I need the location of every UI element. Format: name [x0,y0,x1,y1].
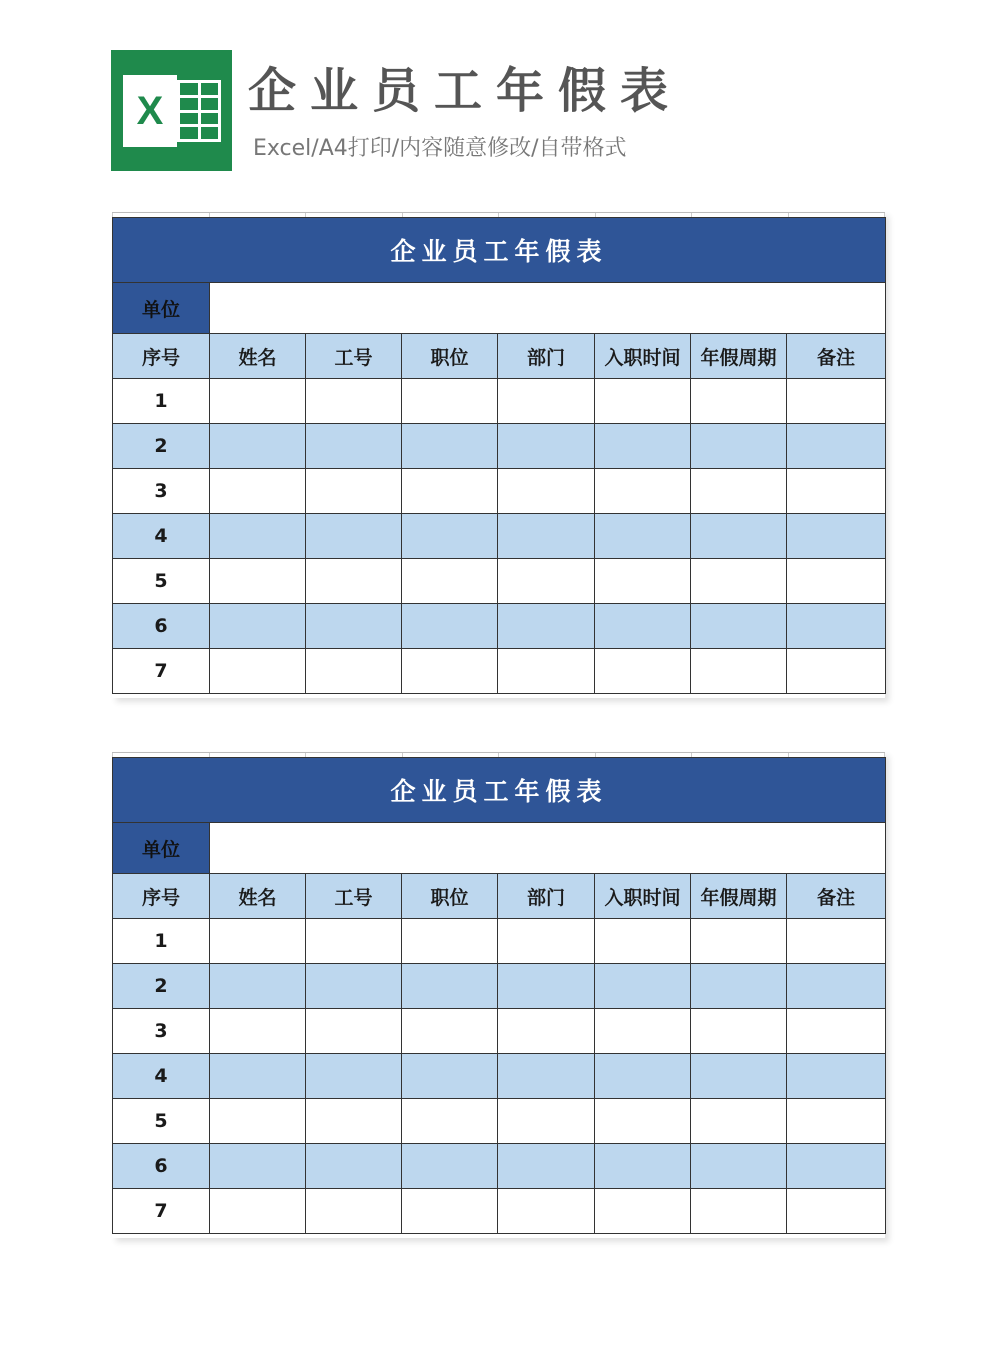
table-row [113,1054,886,1099]
table-row [113,919,886,964]
col-header-employee-id: 工号 [306,334,402,379]
data-cell[interactable] [498,649,595,694]
col-header-leave-period: 年假周期 [691,874,787,919]
col-header-position: 职位 [402,334,498,379]
data-cell[interactable] [402,1009,498,1054]
data-cell[interactable] [210,649,306,694]
data-cell[interactable] [402,1144,498,1189]
data-cell[interactable] [691,604,787,649]
data-cell[interactable] [402,559,498,604]
data-cell[interactable] [498,1189,595,1234]
col-header-employee-id: 工号 [306,874,402,919]
data-cell[interactable] [595,469,691,514]
row-index: 7 [113,649,210,694]
table-title: 企业员工年假表 [113,758,886,823]
data-cell[interactable] [498,604,595,649]
data-cell[interactable] [402,424,498,469]
table-row [113,514,886,559]
data-cell[interactable] [402,1054,498,1099]
data-cell[interactable] [498,1144,595,1189]
col-header-leave-period: 年假周期 [691,334,787,379]
data-cell[interactable] [595,1054,691,1099]
data-cell[interactable] [210,424,306,469]
column-header-row [113,874,886,919]
data-cell[interactable] [498,1099,595,1144]
table-title: 企业员工年假表 [113,218,886,283]
data-cell[interactable] [595,1099,691,1144]
data-cell[interactable] [787,604,886,649]
data-cell[interactable] [402,604,498,649]
data-cell[interactable] [306,469,402,514]
data-cell[interactable] [787,1144,886,1189]
data-cell[interactable] [595,424,691,469]
data-cell[interactable] [306,379,402,424]
col-header-name: 姓名 [210,334,306,379]
table-row [113,424,886,469]
data-cell[interactable] [595,1189,691,1234]
data-cell[interactable] [306,424,402,469]
col-header-hire-date: 入职时间 [595,874,691,919]
col-header-hire-date: 入职时间 [595,334,691,379]
table-row [113,649,886,694]
row-index: 4 [113,514,210,559]
row-index: 3 [113,469,210,514]
excel-logo-letter: X [123,75,177,147]
row-index: 6 [113,1144,210,1189]
vacation-table [112,217,886,694]
col-header-department: 部门 [498,874,595,919]
row-index: 4 [113,1054,210,1099]
row-index: 1 [113,919,210,964]
data-cell[interactable] [402,379,498,424]
data-cell[interactable] [691,1189,787,1234]
data-cell[interactable] [306,1054,402,1099]
column-header-row [113,334,886,379]
data-cell[interactable] [306,514,402,559]
row-index: 3 [113,1009,210,1054]
data-cell[interactable] [691,469,787,514]
data-cell[interactable] [306,1099,402,1144]
data-cell[interactable] [306,559,402,604]
sheet-2 [112,752,885,1238]
data-cell[interactable] [787,649,886,694]
data-cell[interactable] [306,964,402,1009]
data-cell[interactable] [210,1189,306,1234]
data-cell[interactable] [498,559,595,604]
col-header-name: 姓名 [210,874,306,919]
data-cell[interactable] [498,919,595,964]
data-cell[interactable] [691,514,787,559]
table-row [113,1189,886,1234]
data-cell[interactable] [787,469,886,514]
row-index: 2 [113,424,210,469]
table-row [113,379,886,424]
data-cell[interactable] [498,1009,595,1054]
table-row [113,1009,886,1054]
table-row [113,469,886,514]
data-cell[interactable] [402,1099,498,1144]
data-cell[interactable] [498,379,595,424]
data-cell[interactable] [595,1144,691,1189]
data-cell[interactable] [210,1099,306,1144]
table-row [113,604,886,649]
vacation-table [112,757,886,1234]
data-cell[interactable] [498,514,595,559]
data-cell[interactable] [402,649,498,694]
data-cell[interactable] [402,1189,498,1234]
unit-value-cell[interactable] [210,283,886,334]
row-index: 6 [113,604,210,649]
data-cell[interactable] [787,514,886,559]
data-cell[interactable] [691,649,787,694]
data-cell[interactable] [691,379,787,424]
excel-grid-icon [177,80,221,142]
excel-logo-icon [111,50,232,171]
page-header [0,0,1000,200]
data-cell[interactable] [787,1054,886,1099]
data-cell[interactable] [306,649,402,694]
data-cell[interactable] [210,1144,306,1189]
data-cell[interactable] [691,1054,787,1099]
data-cell[interactable] [595,919,691,964]
data-cell[interactable] [691,1099,787,1144]
table-row [113,559,886,604]
data-cell[interactable] [787,964,886,1009]
data-cell[interactable] [210,514,306,559]
data-cell[interactable] [595,1009,691,1054]
data-cell[interactable] [787,1009,886,1054]
col-header-position: 职位 [402,874,498,919]
data-cell[interactable] [691,919,787,964]
row-index: 5 [113,559,210,604]
data-cell[interactable] [402,919,498,964]
col-header-notes: 备注 [787,334,886,379]
col-header-department: 部门 [498,334,595,379]
data-cell[interactable] [498,964,595,1009]
data-cell[interactable] [787,424,886,469]
data-cell[interactable] [306,604,402,649]
data-cell[interactable] [691,424,787,469]
sheet-1 [112,212,885,698]
data-cell[interactable] [691,559,787,604]
data-cell[interactable] [210,1054,306,1099]
col-header-notes: 备注 [787,874,886,919]
data-cell[interactable] [402,514,498,559]
table-row [113,964,886,1009]
data-cell[interactable] [787,919,886,964]
col-header-index: 序号 [113,874,210,919]
data-cell[interactable] [498,1054,595,1099]
data-cell[interactable] [210,919,306,964]
data-cell[interactable] [595,964,691,1009]
data-cell[interactable] [787,1099,886,1144]
data-cell[interactable] [402,469,498,514]
data-cell[interactable] [210,559,306,604]
data-cell[interactable] [306,1009,402,1054]
data-cell[interactable] [210,469,306,514]
data-cell[interactable] [595,649,691,694]
data-cell[interactable] [691,1144,787,1189]
data-cell[interactable] [210,604,306,649]
data-cell[interactable] [306,1144,402,1189]
data-cell[interactable] [498,424,595,469]
unit-value-cell[interactable] [210,823,886,874]
table-row [113,1144,886,1189]
data-cell[interactable] [306,1189,402,1234]
data-cell[interactable] [595,379,691,424]
data-cell[interactable] [787,559,886,604]
col-header-index: 序号 [113,334,210,379]
unit-label: 单位 [113,823,210,874]
data-cell[interactable] [210,964,306,1009]
data-cell[interactable] [210,1009,306,1054]
data-cell[interactable] [691,1009,787,1054]
table-row [113,1099,886,1144]
data-cell[interactable] [402,964,498,1009]
data-cell[interactable] [595,604,691,649]
row-index: 7 [113,1189,210,1234]
unit-label: 单位 [113,283,210,334]
row-index: 2 [113,964,210,1009]
row-index: 5 [113,1099,210,1144]
row-index: 1 [113,379,210,424]
data-cell[interactable] [210,379,306,424]
data-cell[interactable] [595,514,691,559]
data-cell[interactable] [595,559,691,604]
data-cell[interactable] [498,469,595,514]
data-cell[interactable] [691,964,787,1009]
data-cell[interactable] [787,1189,886,1234]
page-subtitle: Excel/A4打印/内容随意修改/自带格式 [253,136,627,161]
page-title: 企业员工年假表 [248,63,683,119]
data-cell[interactable] [787,379,886,424]
data-cell[interactable] [306,919,402,964]
